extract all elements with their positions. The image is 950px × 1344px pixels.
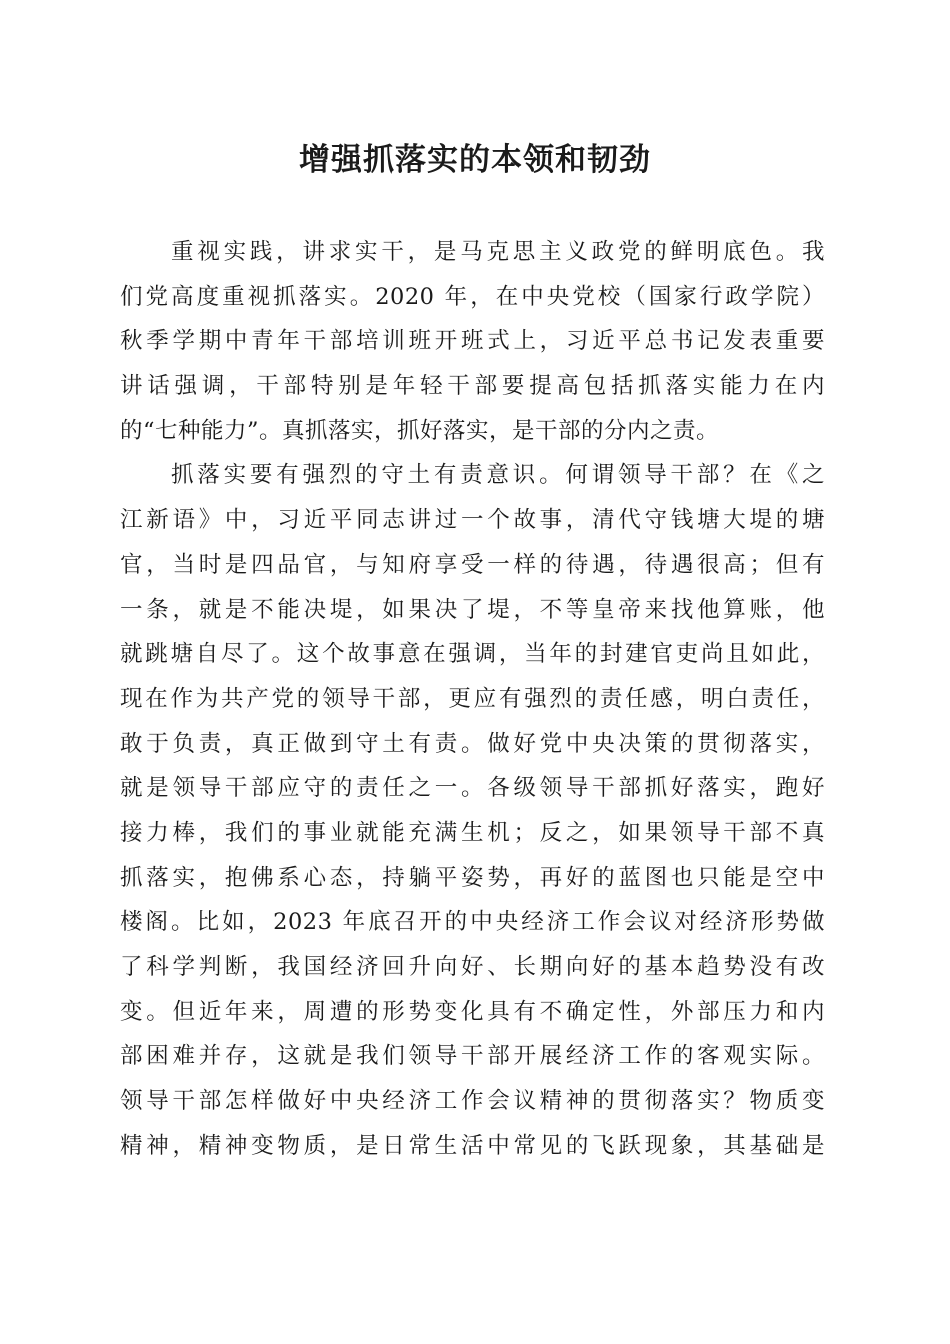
paragraph-line: 就跳塘自尽了。这个故事意在强调，当年的封建官吏尚且如此， (120, 641, 825, 668)
paragraph-line: 精神，精神变物质，是日常生活中常见的飞跃现象，其基础是 (120, 1132, 825, 1159)
paragraph-line: 了科学判断，我国经济回升向好、长期向好的基本趋势没有改 (120, 954, 825, 980)
paragraph-line: 变。但近年来，周遭的形势变化具有不确定性，外部压力和内 (120, 998, 825, 1025)
document-title: 增强抓落实的本领和韧劲 (299, 142, 651, 178)
paragraph-line: 们党高度重视抓落实。2020 年，在中央党校（国家行政学院） (120, 283, 825, 310)
paragraph-2 (120, 453, 825, 1168)
paragraph-1 (120, 230, 825, 453)
paragraph-line: 抓落实要有强烈的守土有责意识。何谓领导干部？在《之 (171, 462, 825, 489)
paragraph-line: 秋季学期中青年干部培训班开班式上，习近平总书记发表重要 (120, 328, 825, 355)
paragraph-line: 一条，就是不能决堤，如果决了堤，不等皇帝来找他算账，他 (120, 596, 825, 623)
paragraph-line: 抓落实，抱佛系心态，持躺平姿势，再好的蓝图也只能是空中 (120, 864, 825, 891)
paragraph-line: 江新语》中，习近平同志讲过一个故事，清代守钱塘大堤的塘 (120, 507, 825, 534)
paragraph-line: 楼阁。比如，2023 年底召开的中央经济工作会议对经济形势做 (120, 909, 825, 936)
paragraph-line: 部困难并存，这就是我们领导干部开展经济工作的客观实际。 (120, 1043, 825, 1070)
paragraph-line: 讲话强调，干部特别是年轻干部要提高包括抓落实能力在内 (120, 373, 825, 400)
paragraph-line: 重视实践，讲求实干，是马克思主义政党的鲜明底色。我 (171, 239, 825, 265)
paragraph-line: 的“七种能力”。真抓落实，抓好落实，是干部的分内之责。 (120, 417, 720, 444)
paragraph-line: 就是领导干部应守的责任之一。各级领导干部抓好落实，跑好 (120, 775, 825, 802)
paragraph-line: 领导干部怎样做好中央经济工作会议精神的贯彻落实？物质变 (120, 1088, 825, 1115)
paragraph-line: 现在作为共产党的领导干部，更应有强烈的责任感，明白责任， (120, 685, 825, 712)
document-body (120, 230, 825, 1168)
paragraph-line: 敢于负责，真正做到守土有责。做好党中央决策的贯彻落实， (120, 730, 825, 757)
paragraph-line: 官，当时是四品官，与知府享受一样的待遇，待遇很高；但有 (120, 551, 825, 578)
paragraph-line: 接力棒，我们的事业就能充满生机；反之，如果领导干部不真 (120, 819, 825, 846)
